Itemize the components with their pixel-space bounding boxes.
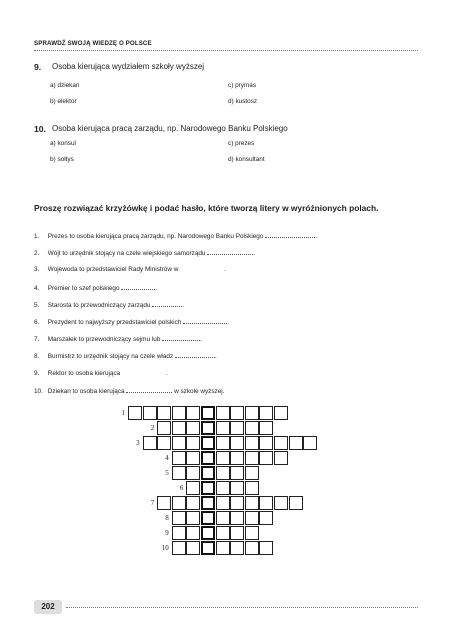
clue-text: Premier to szef polskiego [46, 284, 122, 292]
crossword-cell[interactable] [259, 496, 273, 510]
clue-ending: . [200, 336, 202, 344]
answer-option: b) elektor [50, 98, 77, 105]
question-number: 9. [34, 62, 42, 72]
crossword-cell[interactable] [186, 496, 200, 510]
crossword-row-number: 10 [161, 544, 169, 552]
clue-ending: . [166, 369, 168, 377]
crossword-cell[interactable] [259, 451, 273, 465]
crossword-instruction: Proszę rozwiązać krzyżówkę i podać hasło, które tworzą litery w wyróżnionych polach. [34, 203, 379, 213]
crossword-cell[interactable] [230, 436, 244, 450]
clue-ending: . [155, 284, 158, 292]
crossword-key-cell[interactable] [201, 406, 215, 420]
clue-number: 6. [34, 319, 40, 326]
clue-text: Rektor to osoba kierująca [46, 369, 123, 377]
clue-number: 3. [34, 266, 40, 274]
crossword-cell[interactable] [186, 466, 200, 480]
clue-item [34, 335, 202, 343]
crossword-cell[interactable] [230, 406, 244, 420]
crossword-cell[interactable] [216, 466, 230, 480]
clue-item [34, 318, 229, 326]
crossword-cell[interactable] [172, 541, 186, 555]
crossword-cell[interactable] [245, 496, 259, 510]
crossword-cell[interactable] [186, 421, 200, 435]
clue-item [34, 370, 168, 377]
clue-number: 2. [34, 250, 40, 258]
question-text: Osoba kierująca pracą zarządu, np. Narodowego Banku Polskiego [52, 124, 288, 133]
crossword-cell[interactable] [303, 436, 317, 450]
crossword-cell[interactable] [186, 511, 200, 525]
crossword-cell[interactable] [143, 406, 157, 420]
answer-option: a) konsul [50, 140, 76, 147]
crossword-cell[interactable] [245, 466, 259, 480]
crossword-row-number: 2 [150, 424, 155, 432]
page-number: 202 [34, 600, 62, 614]
crossword-cell[interactable] [274, 496, 288, 510]
crossword-cell[interactable] [245, 541, 259, 555]
answer-option: c) prezes [228, 140, 255, 147]
clue-item [34, 387, 225, 395]
crossword-key-cell[interactable] [201, 496, 215, 510]
crossword-cell[interactable] [172, 436, 186, 450]
crossword-cell[interactable] [172, 406, 186, 420]
crossword-key-cell[interactable] [201, 451, 215, 465]
section-header: SPRAWDŹ SWOJĄ WIEDZĘ O POLSCE [34, 40, 152, 47]
clue-item [34, 352, 217, 360]
answer-blank[interactable] [207, 249, 256, 258]
crossword-cell[interactable] [186, 451, 200, 465]
crossword-cell[interactable] [230, 421, 244, 435]
clue-number: 4. [34, 284, 40, 292]
clue-number: 1. [34, 233, 40, 240]
crossword-row-number: 9 [165, 529, 169, 537]
crossword-cell[interactable] [216, 511, 230, 525]
crossword-row-number: 1 [121, 409, 125, 417]
crossword-cell[interactable] [172, 451, 186, 465]
clue-number: 7. [34, 336, 40, 344]
clue-item [34, 284, 157, 292]
crossword-cell[interactable] [172, 496, 186, 510]
crossword-cell[interactable] [216, 481, 230, 495]
crossword-cell[interactable] [259, 421, 273, 435]
crossword-cell[interactable] [216, 541, 230, 555]
answer-option: d) konsultant [228, 156, 265, 163]
crossword-key-cell[interactable] [201, 421, 215, 435]
crossword-cell[interactable] [245, 436, 259, 450]
clue-item [34, 301, 184, 309]
crossword-cell[interactable] [172, 421, 186, 435]
clue-number: 5. [34, 301, 40, 309]
answer-blank[interactable] [162, 335, 202, 344]
crossword-cell[interactable] [216, 451, 230, 465]
clue-ending: . [253, 250, 256, 258]
crossword-cell[interactable] [259, 511, 273, 525]
crossword-cell[interactable] [216, 421, 230, 435]
clue-item [34, 249, 255, 257]
crossword-cell[interactable] [157, 436, 171, 450]
crossword-key-cell[interactable] [201, 541, 215, 555]
crossword-cell[interactable] [230, 466, 244, 480]
crossword-cell[interactable] [172, 466, 186, 480]
crossword-key-cell[interactable] [201, 481, 215, 495]
clue-ending: . [224, 266, 226, 274]
crossword-cell[interactable] [289, 436, 303, 450]
header-divider [34, 50, 418, 51]
crossword-cell[interactable] [157, 496, 171, 510]
crossword-cell[interactable] [186, 541, 200, 555]
crossword-cell[interactable] [230, 496, 244, 510]
crossword-row-number: 5 [165, 469, 169, 477]
answer-blank[interactable] [175, 352, 217, 361]
crossword-cell[interactable] [245, 406, 259, 420]
clue-ending: w szkole wyższej. [172, 387, 225, 395]
answer-option: d) kustosz [228, 98, 258, 105]
crossword-cell[interactable] [186, 436, 200, 450]
crossword-row-number: 6 [179, 484, 184, 492]
crossword-cell[interactable] [245, 511, 259, 525]
crossword-key-cell[interactable] [201, 511, 215, 525]
crossword-row-number: 3 [136, 439, 140, 447]
clue-text: Wojewoda to przedstawiciel Rady Ministrów w [46, 266, 181, 274]
clue-ending: . [315, 233, 317, 240]
crossword-cell[interactable] [143, 436, 157, 450]
clue-number: 10. [34, 387, 43, 395]
answer-blank[interactable] [265, 232, 315, 238]
crossword-cell[interactable] [186, 526, 200, 540]
clue-text: Burmistrz to urzędnik stojący na czele władz [46, 353, 175, 361]
crossword-cell[interactable] [230, 481, 244, 495]
answer-blank[interactable] [183, 318, 227, 324]
crossword-cell[interactable] [157, 406, 171, 420]
crossword-key-cell[interactable] [201, 436, 215, 450]
clue-ending: . [182, 301, 184, 309]
crossword-cell[interactable] [186, 481, 200, 495]
crossword-cell[interactable] [172, 511, 186, 525]
crossword-cell[interactable] [274, 436, 288, 450]
crossword-cell[interactable] [128, 406, 142, 420]
answer-option: b) sołtys [50, 156, 74, 163]
answer-blank[interactable] [152, 301, 182, 307]
crossword-cell[interactable] [216, 406, 230, 420]
clue-ending: . [227, 319, 229, 326]
crossword-cell[interactable] [230, 451, 244, 465]
clue-text: Prezydent to najwyższy przedstawiciel polskich [46, 319, 184, 326]
clue-number: 9. [34, 369, 40, 377]
crossword-cell[interactable] [216, 526, 230, 540]
clue-text: Marszałek to przewodniczący sejmu lub [46, 336, 163, 344]
crossword-cell[interactable] [259, 541, 273, 555]
clue-text: Wójt to urzędnik stojący na czele wiejskiego samorządu [46, 250, 208, 258]
answer-option: a) dziekan [50, 82, 80, 89]
clue-number: 8. [34, 353, 40, 361]
crossword-cell[interactable] [245, 481, 259, 495]
crossword-row-number: 8 [165, 514, 169, 522]
crossword-cell[interactable] [259, 436, 273, 450]
crossword-cell[interactable] [230, 541, 244, 555]
question-text: Osoba kierująca wydziałem szkoły wyższej [52, 62, 205, 71]
clue-text: Prezes to osoba kierująca pracą zarządu, np. Narodowego Banku Polskiego [46, 233, 266, 240]
clue-text: Dziekan to osoba kierująca [46, 387, 127, 395]
crossword-cell[interactable] [274, 406, 288, 420]
crossword-cell[interactable] [245, 526, 259, 540]
crossword-cell[interactable] [259, 406, 273, 420]
clue-ending: . [214, 353, 217, 361]
crossword-cell[interactable] [289, 496, 303, 510]
crossword-cell[interactable] [172, 526, 186, 540]
clue-item [34, 232, 317, 240]
crossword-key-cell[interactable] [201, 526, 215, 540]
clue-item [34, 266, 226, 273]
clue-text: Starosta to przewodniczący zarządu [46, 301, 153, 309]
crossword-cell[interactable] [216, 436, 230, 450]
crossword-cell[interactable] [230, 526, 244, 540]
question-number: 10. [34, 124, 46, 134]
crossword-cell[interactable] [157, 421, 171, 435]
crossword-cell[interactable] [216, 496, 230, 510]
crossword-cell[interactable] [245, 451, 259, 465]
crossword-cell[interactable] [186, 406, 200, 420]
crossword-cell[interactable] [274, 451, 288, 465]
crossword-row-number: 4 [165, 454, 169, 462]
answer-option: c) prymas [228, 82, 257, 89]
crossword-key-cell[interactable] [201, 466, 215, 480]
crossword-cell[interactable] [245, 421, 259, 435]
crossword-row-number: 7 [150, 499, 155, 507]
crossword-cell[interactable] [230, 511, 244, 525]
answer-blank[interactable] [121, 284, 158, 292]
answer-blank[interactable] [126, 387, 172, 393]
footer-divider [66, 607, 418, 608]
